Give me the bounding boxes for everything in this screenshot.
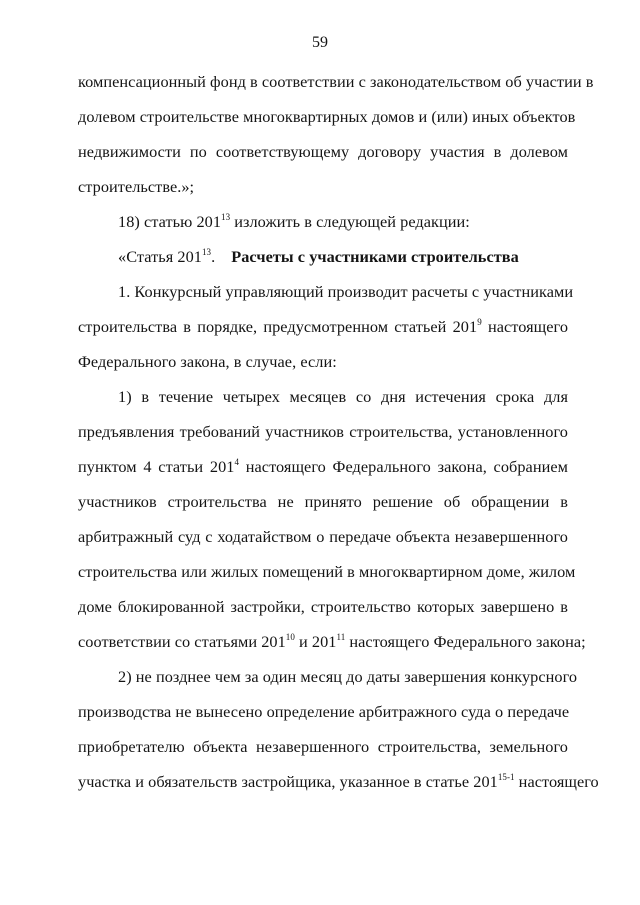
text-line — [78, 632, 586, 652]
superscript: 13 — [201, 247, 212, 257]
text-span: настоящего — [481, 317, 569, 336]
text-line — [78, 317, 568, 337]
text-line: производства не вынесено определение арбитражного суда о передаче — [78, 702, 570, 721]
text-line: 2) не позднее чем за один месяц до даты завершения конкурсного — [118, 667, 578, 686]
text-line — [118, 212, 568, 232]
text-line: доме блокированной застройки, строительство которых завершено в — [78, 597, 568, 616]
text-line: участников строительства не принято решение об обращении в — [78, 492, 568, 511]
text-line — [78, 772, 599, 792]
text-span: . — [211, 247, 216, 266]
superscript: 11 — [336, 632, 346, 642]
text-span: настоящего Федерального закона, собранием — [239, 457, 568, 476]
text-span: настоящего Федерального закона; — [345, 632, 586, 651]
text-span: изложить в следующей редакции: — [230, 212, 470, 231]
text-span: и 201 — [294, 632, 337, 651]
text-line: предъявления требований участников строительства, установленного — [78, 422, 568, 441]
text-line: 1. Конкурсный управляющий производит расчеты с участниками — [118, 282, 574, 301]
article-label: «Статья 201 — [118, 247, 202, 266]
text-line: недвижимости по соответствующему договору участия в долевом — [78, 142, 568, 161]
text-line: 1) в течение четырех месяцев со дня истечения срока для — [118, 387, 568, 406]
text-span: соответствии со статьями 201 — [78, 632, 286, 651]
superscript: 13 — [221, 212, 231, 222]
superscript: 9 — [477, 317, 482, 327]
text-span: участка и обязательств застройщика, указанное в статье 201 — [78, 772, 498, 791]
text-line: строительства или жилых помещений в многоквартирном доме, жилом — [78, 562, 576, 581]
superscript: 4 — [234, 457, 240, 467]
text-line: долевом строительстве многоквартирных домов и (или) иных объектов — [78, 107, 576, 126]
text-line: компенсационный фонд в соответствии с законодательством об участии в — [78, 72, 594, 91]
article-heading — [118, 247, 568, 267]
article-title: Расчеты с участниками строительства — [231, 247, 519, 266]
page-number: 59 — [312, 34, 328, 51]
superscript: 15-1 — [497, 772, 515, 782]
text-line: приобретателю объекта незавершенного строительства, земельного — [78, 737, 568, 756]
text-span: настоящего — [514, 772, 599, 791]
text-line — [78, 457, 568, 477]
superscript: 10 — [285, 632, 295, 642]
text-line: арбитражный суд с ходатайством о передаче объекта незавершенного — [78, 527, 568, 546]
text-line: Федерального закона, в случае, если: — [78, 352, 337, 371]
text-span: пунктом 4 статьи 201 — [78, 457, 235, 476]
text-line: строительстве.»; — [78, 177, 195, 196]
text-span: строительства в порядке, предусмотренном статьей 201 — [78, 317, 478, 336]
text-span: 18) статью 201 — [118, 212, 222, 231]
